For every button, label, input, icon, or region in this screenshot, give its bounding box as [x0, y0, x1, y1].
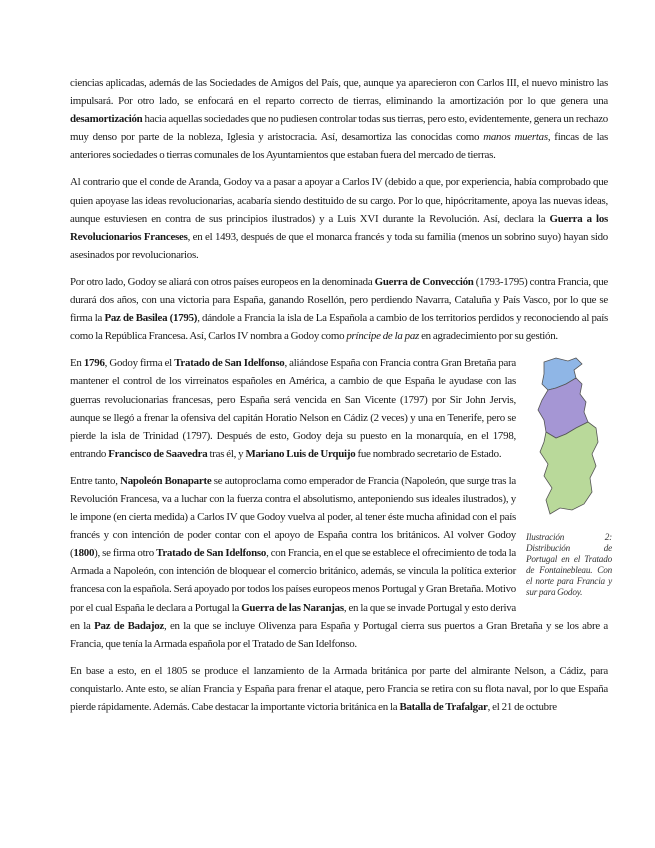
text-run: , con Francia, en el que se establece el ofrecimiento de toda la Armada a Napoleón, con intención de bloquear el comercio británico, además, se vincula la política exterior francesa con la española. Será apoyado por todos los países europeos menos Portugal y Gran Bretaña. Motivo por el cual España le declara a Portugal la	[70, 547, 516, 614]
bold-term: Paz de Badajoz	[94, 619, 165, 632]
text-run: en agradecimiento por su gestión.	[419, 330, 558, 343]
paragraph-1	[70, 74, 608, 164]
italic-term: manos muertas	[483, 131, 548, 144]
portugal-map	[526, 354, 612, 530]
bold-term: Tratado de San Idelfonso	[156, 547, 267, 560]
text-run: En base a esto, en el 1805 se produce el lanzamiento de la Armada británica por parte del almirante Nelson, a Cádiz, para conquistarlo. Ante esto, se alían Francia y España para frenar el ataque, pero Francia se retira con su flota naval, por lo que España pierde rápidamente. Además. Cabe destacar la importante victoria británica en la	[70, 664, 608, 713]
bold-term: Guerra a los Revolucionarios Franceses	[70, 212, 608, 243]
bold-term: 1800	[73, 547, 95, 560]
italic-term: príncipe de la paz	[346, 330, 419, 343]
text-run: , en el 1493, después de que el monarca francés y toda su familia (menos un sobrino suyo) hayan sido asesinados por revolucionarios.	[70, 230, 608, 261]
text-run: Por otro lado, Godoy se aliará con otros países europeos en la denominada	[70, 275, 375, 288]
paragraph-2	[70, 173, 608, 263]
text-run: , en la que se invade Portugal y esto deriva en la	[70, 601, 516, 632]
text-run: ), se firma otro	[94, 547, 157, 560]
text-run: En	[70, 357, 84, 370]
bold-term: Batalla de Trafalgar	[399, 701, 488, 713]
text-run: , en la que se incluye Olivenza para España y Portugal cierra sus puertos a Gran Bretaña y se los abre a Francia, que tenía la Armada española por el Tratado de San Idelfonso.	[70, 619, 608, 650]
map-region-south	[540, 422, 598, 514]
text-run: Entre tanto,	[70, 474, 121, 487]
text-run: hacia aquellas sociedades que no pudiesen controlar todas sus tierras, pero esto, evidentemente, genera un rechazo muy denso por parte de la nobleza, Iglesia y aristocracia. Así, desamortiza las conocidas como	[70, 113, 608, 144]
text-run: Al contrario que el conde de Aranda, Godoy va a pasar a apoyar a Carlos IV (debido a que, por experiencia, había comprobado que quien apoyase las ideas revolucionarias, acabaría siendo destituido de su cargo. Por lo que, hipócritamente, apoya las nuevas ideas, aunque estuviesen en contra de sus principios ilustrados) y a Luis XVI durante la Revolución. Así, declara la	[70, 176, 608, 225]
bold-term: 1796	[83, 357, 105, 370]
text-run: (1793-1795) contra Francia, que durará dos años, con una victoria para España, ganando Rosellón, pero perdiendo Navarra, Cataluña y País Vasco, por lo que se firma la	[70, 275, 608, 325]
paragraph-6	[70, 662, 608, 716]
text-run: , el 21 de octubre	[487, 701, 557, 713]
text-run: fue nombrado secretario de Estado.	[355, 447, 502, 460]
figure-caption: Ilustración 2: Distribución de Portugal en el Tratado de Fontainebleau. Con el norte para Francia y sur para Godoy.	[526, 532, 612, 598]
bold-term: Guerra de Convección	[374, 275, 474, 288]
paragraph-3	[70, 273, 608, 345]
bold-term: Mariano Luis de Urquijo	[245, 447, 356, 460]
text-run: tras él, y	[207, 447, 246, 460]
bold-term: Tratado de San Idelfonso	[174, 357, 285, 370]
text-run: , aliándose España con Francia contra Gran Bretaña para mantener el control de los virreinatos españoles en América, a cambio de que España le ayudase con las guerras revolucionarias francesas, pero España será vencida en San Vicente (1797) por Sir John Jervis, aunque se llegó a frenar la ofensiva del capitán Horatio Nelson en Cádiz (2 veces) y una en Tenerife, pero se pierde la isla de Trinidad (1797). Después de esto, Godoy deja su puesto en la monarquía, en el 1798, entrando	[70, 357, 516, 460]
text-run: ciencias aplicadas, además de las Sociedades de Amigos del País, que, aunque ya aparecieron con Carlos III, el nuevo ministro las impulsará. Por otro lado, se enfocará en el reparto correcto de tierras, eliminando la amortización por lo que genera una	[70, 77, 608, 108]
text-run: , fincas de las anteriores sociedades o tierras comunales de los Ayuntamientos que estaban fuera del mercado de tierras.	[70, 131, 608, 162]
bold-term: Francisco de Saavedra	[108, 447, 208, 460]
bold-term: Guerra de las Naranjas	[241, 601, 344, 614]
bold-term: desamortización	[70, 113, 143, 126]
portugal-figure	[526, 354, 612, 598]
bold-term: Napoleón Bonaparte	[120, 474, 212, 487]
bold-term: Paz de Basilea (1795)	[104, 312, 198, 325]
text-run: , dándole a Francia la isla de La Española a cambio de los territorios perdidos y reconociendo al país como la República Francesa. Así, Carlos IV nombra a Godoy como	[70, 312, 609, 343]
text-run: , Godoy firma el	[104, 357, 175, 370]
text-run: se autoproclama como emperador de Francia (Napoleón, que surge tras la Revolución Francesa, va a luchar con la fuerza contra el absolutismo, anteponiendo sus ideales ilustrados), y le impone (en cierta medida) a Carlos IV que Godoy vuelva al poder, al tener éste mucha afinidad con el país francés y con intención de poder contar con el apoyo de España contra los británicos. Al volver Godoy (	[70, 474, 516, 560]
